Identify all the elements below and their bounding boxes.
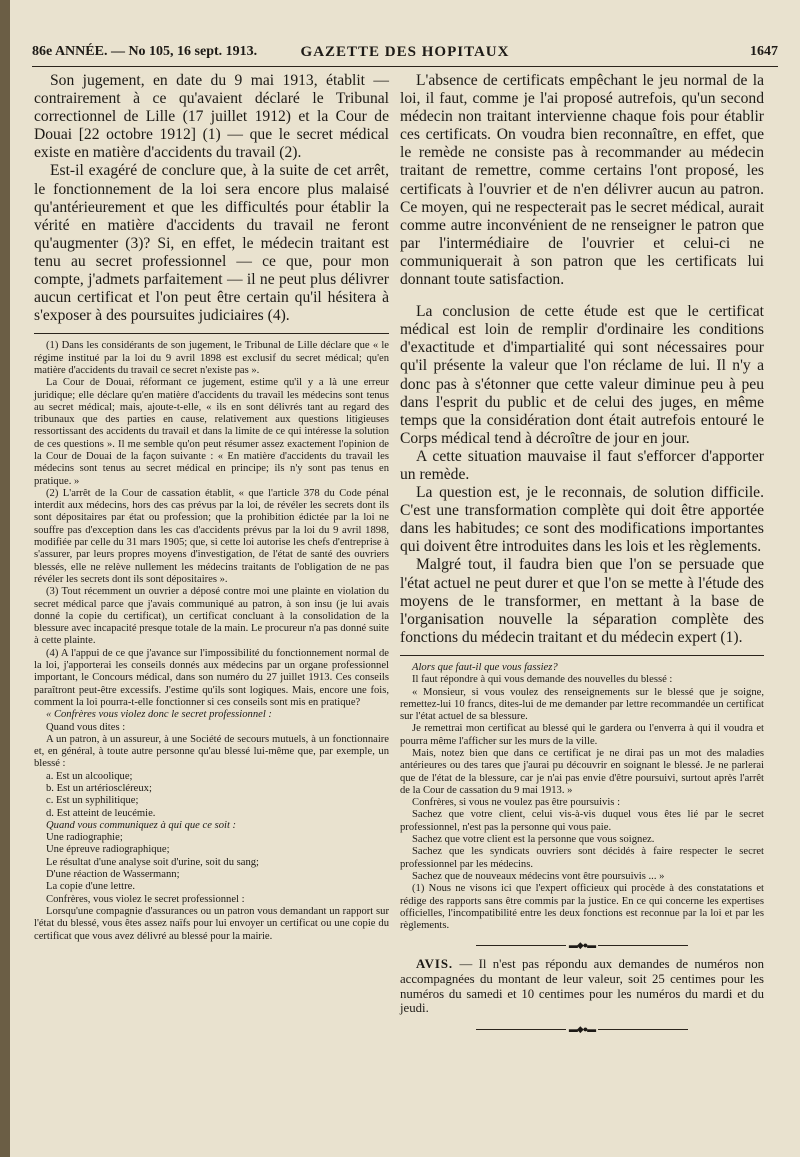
body-paragraph: La conclusion de cette étude est que le certificat médical est loin de remplir d'ordinaire les conditions d'exactitude et d'impartialité qui sont nécessaires pour qu'il présente la valeur que l'on réclame de lui. Il n'y a donc pas à s'étonner que cette valeur diminue peu à peu dans l'esprit du public et de celui des juges, en même temps que la considération dont était autrefois entouré le Corps médical tend à décroître de jour en jour.	[400, 303, 764, 447]
ornament-line	[476, 1029, 566, 1030]
header-rule	[32, 66, 778, 67]
quote-line: A un patron, à un assureur, à une Société de secours mutuels, à un fonctionnaire et, en général, à toute autre personne qu'au blessé lui-même que, par exemple, un blessé :	[34, 733, 389, 770]
quote-line: La copie d'une lettre.	[46, 881, 135, 893]
quote-heading: « Confrères vous violez donc le secret professionnel :	[46, 709, 272, 721]
notice-paragraph	[400, 957, 764, 1015]
quote-line: Une radiographie;	[46, 832, 123, 844]
footnote: (1) Dans les considérants de son jugement, le Tribunal de Lille déclare que « le régime institué par la loi du 9 avril 1898 est exclusif du secret médical; qu'en matière d'accidents du travail ce secret n'existe pas ».	[34, 340, 389, 376]
body-paragraph: Est-il exagéré de conclure que, à la suite de cet arrêt, le fonctionnement de la loi sera encore plus malaisé qu'antérieurement et que les difficultés pour établir la vérité en matière d'accidents du travail ne feront qu'augmenter (3)? Si, en effet, le médecin traitant est tenu au secret professionnel — ce que, pour mon compte, j'admets parfaitement — il ne peut plus délivrer aucun certificat et l'on peut être certain qu'il hésitera à s'exposer à des poursuites judiciaires (4).	[34, 162, 389, 325]
quote-line: c. Est un syphilitique;	[46, 795, 139, 807]
quote-line: d. Est atteint de leucémie.	[46, 807, 156, 819]
footnote-separator	[400, 655, 764, 656]
footnote: Je remettrai mon certificat au blessé qui le gardera ou l'enverra à qui il voudra et pourra même l'afficher sur les murs de la ville.	[400, 723, 764, 747]
footnote: Il faut répondre à qui vous demande des nouvelles du blessé :	[412, 674, 673, 686]
page-header	[32, 44, 778, 64]
quote-line: Quand vous communiquez à qui que ce soit :	[46, 819, 237, 831]
body-paragraph: L'absence de certificats empêchant le jeu normal de la loi, il faut, comme je l'ai proposé autrefois, qu'un second médecin non traitant intervienne chaque fois pour établir ces certificats. On voudra bien reconnaître, en effet, que le remède ne consiste pas à recommander au médecin traitant de remettre, comme certains l'ont proposé, les certificats à l'ouvrier et de n'en délivrer aucun au patron. Ce moyen, qui ne respecterait pas le secret médical, aurait comme autre inconvénient de ne renseigner le patron que par l'intermédiaire de l'ouvrier et celui-ci ne communiquerait à son patron que les certificats lui donnant toute satisfaction.	[400, 72, 764, 289]
footnote: Mais, notez bien que dans ce certificat je ne dirai pas un mot des maladies antérieures ou des tares que j'aurai pu découvrir en soignant le blessé. Je ne parlerai que de l'état de la blessure, car je n'ai pas envie d'être poursuivi, surtout après l'arrêt de la Cour de cassation du 9 mai 1913. »	[400, 747, 764, 796]
body-paragraph: Malgré tout, il faudra bien que l'on se persuade que l'état actuel ne peut durer et que l'on se mette à l'étude des moyens de le transformer, en mettant à la base de l'organisation nouvelle la séparation complète des fonctions du médecin traitant et du médecin expert (1).	[400, 556, 764, 646]
footnote-separator	[34, 333, 389, 334]
body-paragraph: La question est, je le reconnais, de solution difficile. C'est une transformation complète qui doit être apportée dans les habitudes; ce sont des modifications importantes qui doivent être introduites dans les lois et les règlements.	[400, 484, 764, 556]
quote-line: a. Est un alcoolique;	[46, 770, 133, 782]
ornament-line	[598, 945, 688, 946]
footnote: Sachez que votre client est la personne que vous soignez.	[412, 834, 655, 846]
notice-text: — Il n'est pas répondu aux demandes de numéros non accompagnées du montant de leur valeur, soit 25 centimes pour les numéros du samedi et 10 centimes pour les numéros du mardi et du jeudi.	[400, 957, 765, 1016]
quote-line: Le résultat d'une analyse soit d'urine, soit du sang;	[46, 856, 259, 868]
issue-info: 86e ANNÉE. — No 105, 16 sept. 1913.	[32, 44, 258, 59]
footnote: (4) A l'appui de ce que j'avance sur l'impossibilité du fonctionnement normal de la loi, j'apporterai les conseils donnés aux médecins par un organe professionnel important, le Concours médical, dans son numéro du 27 juillet 1913. Ces conseils paraîtront peut-être excessifs. J'estime qu'ils sont logiques. Mais, encore une fois, comment la loi pourra-t-elle fonctionner si ces conseils sont mis en pratique?	[34, 647, 389, 708]
footnote-heading: Alors que faut-il que vous fassiez?	[412, 661, 558, 673]
quote-line: Quand vous dites :	[46, 721, 126, 733]
quote-line: Confrères, vous violez le secret professionnel :	[46, 893, 245, 905]
binding-edge	[0, 0, 10, 1157]
ornament-divider-bottom	[400, 1024, 764, 1035]
body-paragraph: Son jugement, en date du 9 mai 1913, établit — contrairement à ce qu'avaient déclaré le Tribunal correctionnel de Lille (17 juillet 1912) et la Cour de Douai [22 octobre 1912] (1) — que le secret médical existe en matière d'accidents du travail (2).	[34, 72, 389, 162]
quote-line: b. Est un artérioscléreux;	[46, 783, 152, 794]
ornament-icon: ▬◆●▬	[568, 1023, 596, 1034]
footnote: Sachez que votre client, celui vis-à-vis duquel vous êtes lié par le secret professionnel, n'est pas la personne qui vous paie.	[400, 809, 764, 833]
quote-line: Une épreuve radiographique;	[46, 844, 170, 856]
footnote: « Monsieur, si vous voulez des renseignements sur le blessé que je soigne, remettez-lui 10 francs, dites-lui de me demander par lettre recommandée un certificat sur l'état actuel de sa blessure.	[400, 686, 764, 723]
footnote: Confrères, si vous ne voulez pas être poursuivis :	[412, 797, 621, 809]
body-paragraph: A cette situation mauvaise il faut s'efforcer d'apporter un remède.	[400, 447, 764, 483]
left-column	[34, 72, 389, 943]
footnote: (3) Tout récemment un ouvrier a déposé contre moi une plainte en violation du secret médical parce que j'avais communiqué au patron, à son insu (je lui avais donné la copie du certificat), un certificat concluant à la consolidation de la blessure avec incapacité presque totale de la main. Le procureur n'a pas donné suite à cette plainte.	[34, 586, 389, 647]
footnote: (2) L'arrêt de la Cour de cassation établit, « que l'article 378 du Code pénal interdit aux médecins, hors des cas prévus par la loi, de révéler les secrets dont ils sont dépositaires par état ou profession; que la prohibition édictée par la loi ne souffre pas d'exception dans les cas d'accidents prévus par la loi du 9 avril 1898, modifiée par celle du 31 mars 1905; que, si cette loi autorise les chefs d'entreprise à s'assurer, par leurs propres moyens d'investigation, de l'état de santé des ouvriers blessés, elle ne relève nullement les médecins traitants de l'obligation de ne pas révéler les secrets dont ils sont dépositaires ».	[34, 487, 389, 585]
footnote: Sachez que les syndicats ouvriers sont décidés à faire respecter le secret professionnel par les médecins.	[400, 846, 764, 870]
footnote: Sachez que de nouveaux médecins vont être poursuivis ... »	[412, 870, 665, 882]
quote-line: D'une réaction de Wassermann;	[46, 869, 180, 881]
footnote: (1) Nous ne visons ici que l'expert officieux qui procède à des constatations et rédige des rapports sans être commis par la justice. En ce qui concerne les expertises officielles, l'incompatibilité entre les deux fonctions est reconnue par la loi et par les règlements.	[400, 883, 764, 932]
footnote: La Cour de Douai, réformant ce jugement, estime qu'il y a là une erreur juridique; elle déclare qu'en matière d'accidents du travail les médecins sont tenus au secret médical; mais, ajoute-t-elle, « ils en sont délivrés tant au regard des tribunaux que des parties en cause, relativement aux questions litigieuses ressortissant des accidents du travail et dans la limite de ce qui intéresse la solution de ces questions ». Il me semble qu'on peut résumer assez exactement l'opinion de la Cour de Douai de la façon suivante : « En matière d'accidents du travail les médecins sont tenus au secret médical en principe; ils n'y sont pas tenus en pratique. »	[34, 377, 389, 487]
ornament-divider	[400, 940, 764, 951]
ornament-icon: ▬◆●▬	[568, 940, 596, 951]
journal-title: GAZETTE DES HOPITAUX	[300, 44, 510, 60]
notice-label: AVIS.	[416, 957, 454, 972]
quote-line: Lorsqu'une compagnie d'assurances ou un patron vous demandant un rapport sur l'état du blessé, vous êtes assez naïfs pour lui envoyer un certificat ou une copie du certificat que vous avez délivré au blessé pour la mairie.	[34, 905, 389, 942]
right-column	[400, 72, 764, 1041]
ornament-line	[598, 1029, 688, 1030]
ornament-line	[476, 945, 566, 946]
page-number: 1647	[750, 44, 778, 59]
